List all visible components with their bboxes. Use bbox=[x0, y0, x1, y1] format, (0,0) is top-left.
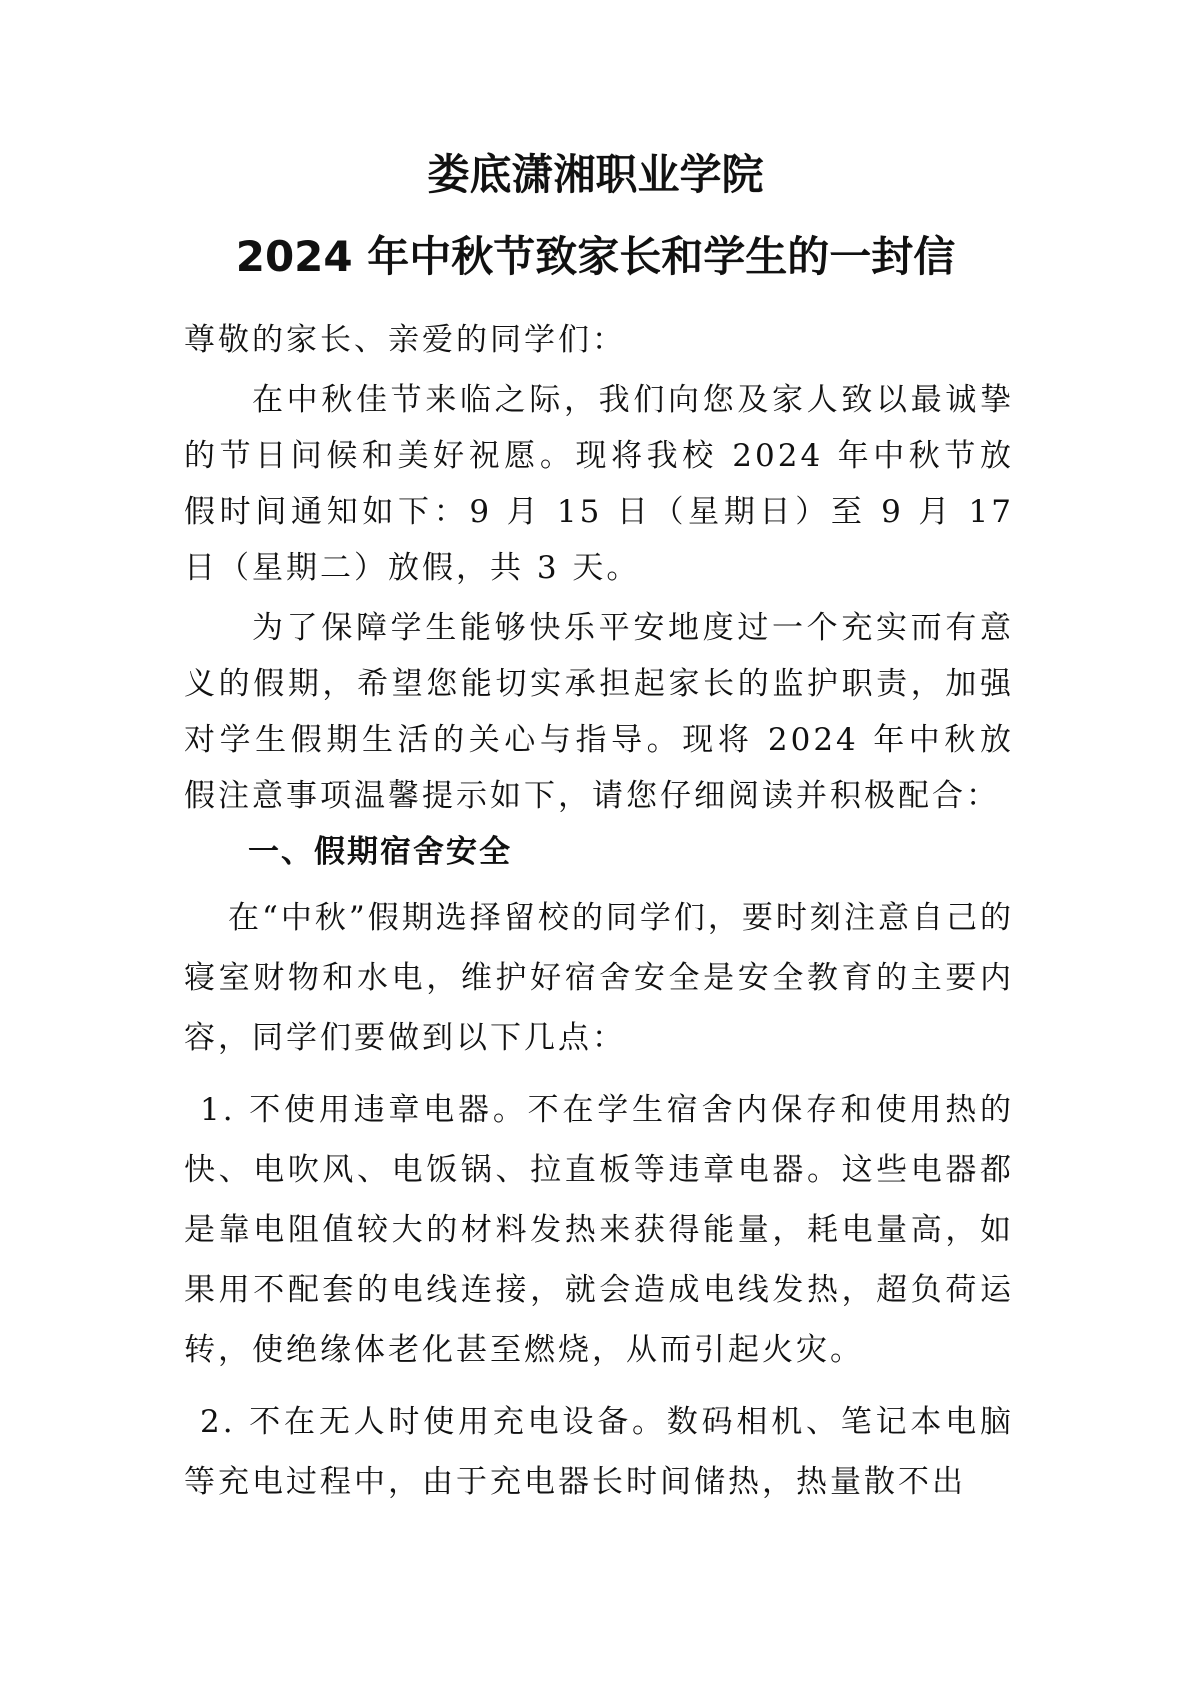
paragraph-dorm-safety-intro: 在“中秋”假期选择留校的同学们，要时刻注意自己的寝室财物和水电，维护好宿舍安全是安全教育的主要内容，同学们要做到以下几点： bbox=[184, 900, 1014, 1056]
paragraph-holiday-notice: 在中秋佳节来临之际，我们向您及家人致以最诚挚的节日问候和美好祝愿。现将我校 2024 年中秋节放假时间通知如下：9 月 15 日（星期日）至 9 月 17 日（星期二）放假，共 3 天。 bbox=[184, 382, 1014, 586]
list-item-no-illegal-appliances: 1. 不使用违章电器。不在学生宿舍内保存和使用热的快、电吹风、电饭锅、拉直板等违章电器。这些电器都是靠电阻值较大的材料发热来获得能量，耗电量高，如果用不配套的电线连接，就会造成电线发热，超负荷运转，使绝缘体老化甚至燃烧，从而引起火灾。 bbox=[184, 1092, 1014, 1368]
section-heading-dorm-safety: 一、假期宿舍安全 bbox=[248, 834, 512, 870]
list-item-no-unattended-charging: 2. 不在无人时使用充电设备。数码相机、笔记本电脑等充电过程中，由于充电器长时间储热，热量散不出 bbox=[184, 1404, 1014, 1500]
paragraph-guardian-duty: 为了保障学生能够快乐平安地度过一个充实而有意义的假期，希望您能切实承担起家长的监护职责，加强对学生假期生活的关心与指导。现将 2024 年中秋放假注意事项温馨提示如下，请您仔细阅读并积极配合： bbox=[184, 610, 1014, 814]
salutation: 尊敬的家长、亲爱的同学们： bbox=[184, 322, 626, 358]
document-title-school: 娄底潇湘职业学院 bbox=[427, 150, 764, 199]
document-title-letter: 2024 年中秋节致家长和学生的一封信 bbox=[235, 232, 956, 281]
